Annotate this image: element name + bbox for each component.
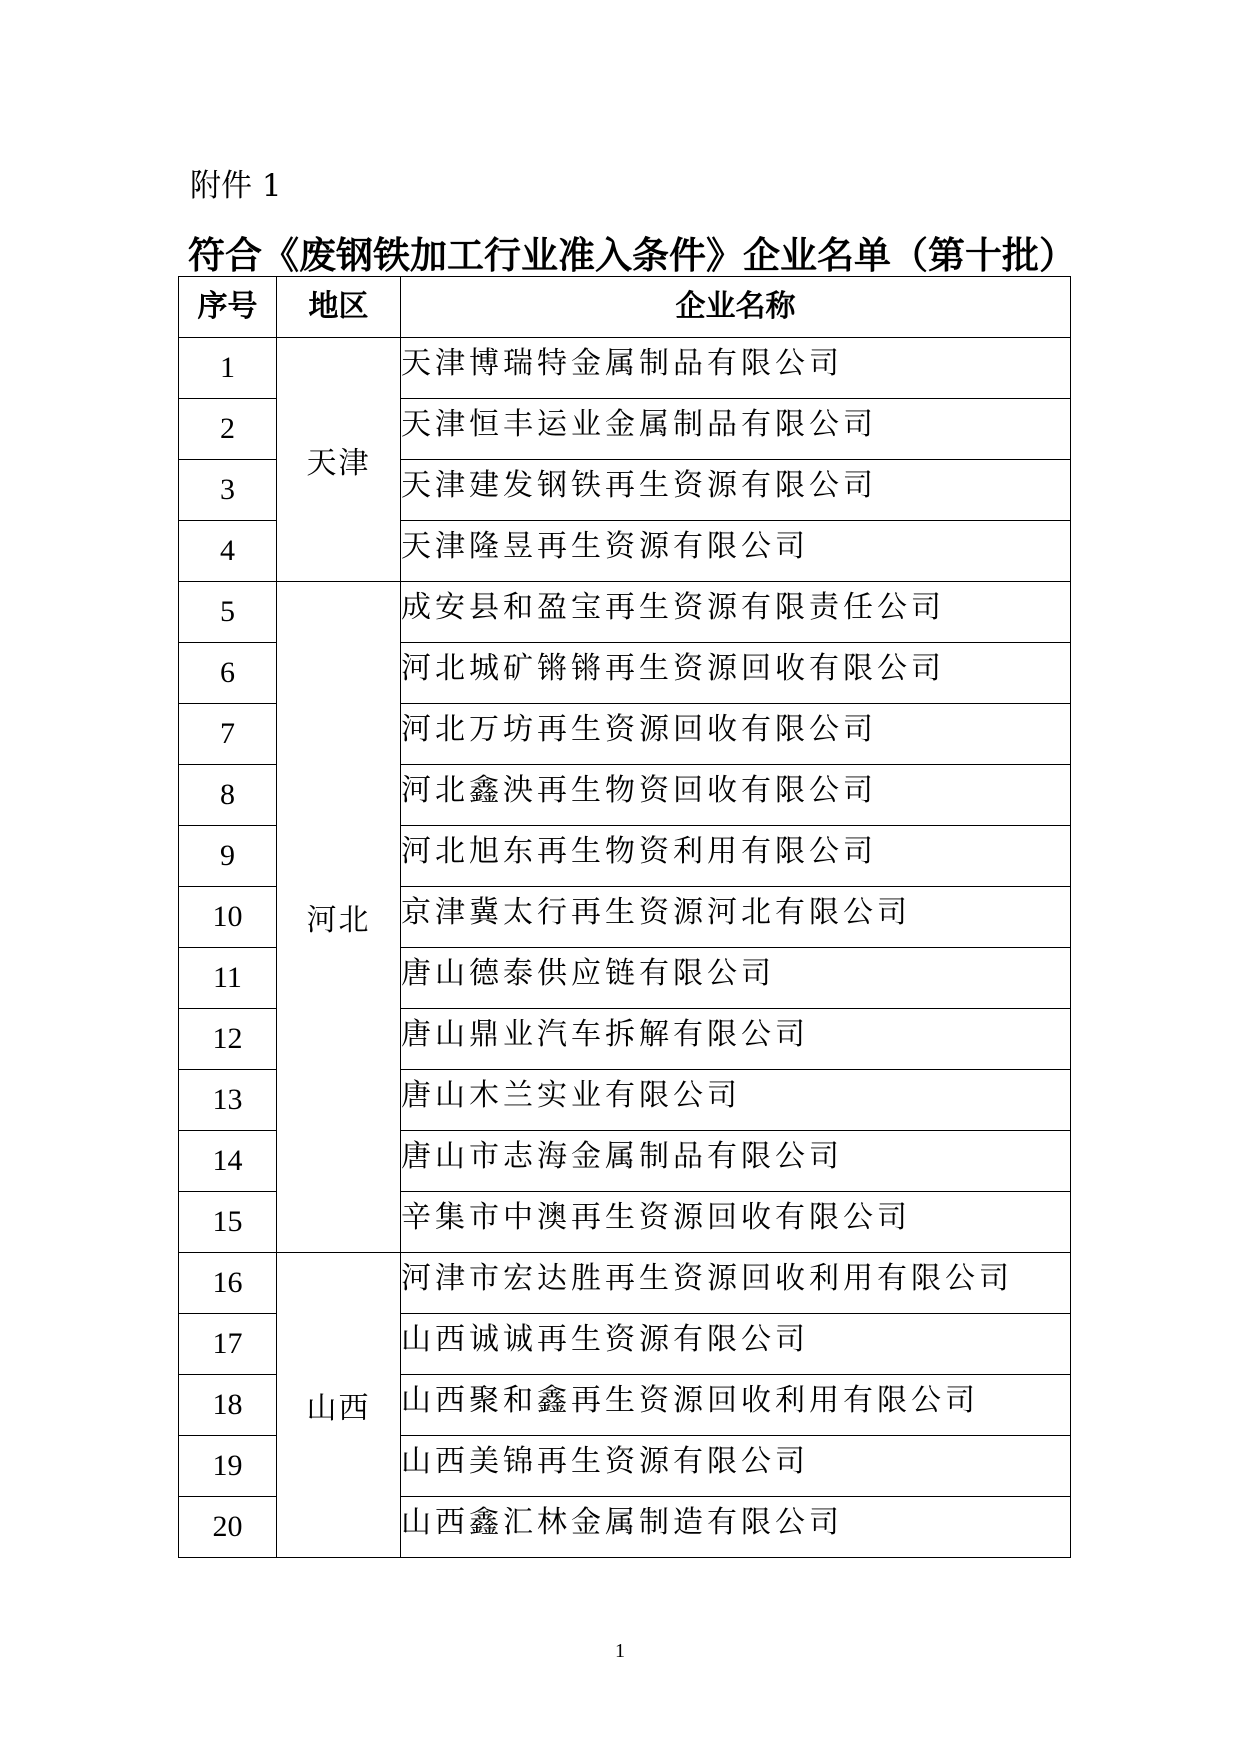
row-serial-number: 17	[179, 1314, 277, 1375]
header-region: 地区	[277, 277, 401, 338]
header-enterprise-name: 企业名称	[401, 277, 1071, 338]
row-serial-number: 2	[179, 399, 277, 460]
table-row	[179, 338, 1071, 399]
enterprise-name: 唐山鼎业汽车拆解有限公司	[401, 1009, 1071, 1070]
row-serial-number: 15	[179, 1192, 277, 1253]
row-serial-number: 7	[179, 704, 277, 765]
enterprise-name: 山西诚诚再生资源有限公司	[401, 1314, 1071, 1375]
row-serial-number: 11	[179, 948, 277, 1009]
row-serial-number: 5	[179, 582, 277, 643]
enterprise-name: 京津冀太行再生资源河北有限公司	[401, 887, 1071, 948]
enterprise-name: 辛集市中澳再生资源回收有限公司	[401, 1192, 1071, 1253]
row-serial-number: 12	[179, 1009, 277, 1070]
enterprise-name: 山西鑫汇林金属制造有限公司	[401, 1497, 1071, 1558]
row-serial-number: 6	[179, 643, 277, 704]
row-serial-number: 1	[179, 338, 277, 399]
document-title: 符合《废钢铁加工行业准入条件》企业名单（第十批）	[188, 234, 1076, 277]
row-serial-number: 9	[179, 826, 277, 887]
region-cell: 河北	[277, 582, 401, 1253]
enterprise-name: 唐山德泰供应链有限公司	[401, 948, 1071, 1009]
row-serial-number: 4	[179, 521, 277, 582]
enterprise-table	[178, 276, 1071, 1558]
page-number: 1	[615, 1640, 625, 1662]
enterprise-name: 山西美锦再生资源有限公司	[401, 1436, 1071, 1497]
region-cell: 山西	[277, 1253, 401, 1558]
row-serial-number: 13	[179, 1070, 277, 1131]
row-serial-number: 8	[179, 765, 277, 826]
enterprise-name: 河北旭东再生物资利用有限公司	[401, 826, 1071, 887]
header-serial: 序号	[179, 277, 277, 338]
row-serial-number: 20	[179, 1497, 277, 1558]
row-serial-number: 14	[179, 1131, 277, 1192]
enterprise-name: 唐山市志海金属制品有限公司	[401, 1131, 1071, 1192]
enterprise-name: 天津建发钢铁再生资源有限公司	[401, 460, 1071, 521]
row-serial-number: 18	[179, 1375, 277, 1436]
enterprise-name: 河北万坊再生资源回收有限公司	[401, 704, 1071, 765]
enterprise-name: 天津隆昱再生资源有限公司	[401, 521, 1071, 582]
row-serial-number: 10	[179, 887, 277, 948]
enterprise-name: 天津恒丰运业金属制品有限公司	[401, 399, 1071, 460]
enterprise-name: 河津市宏达胜再生资源回收利用有限公司	[401, 1253, 1071, 1314]
attachment-label: 附件 1	[190, 168, 282, 204]
table-header-row	[179, 277, 1071, 338]
table-row	[179, 582, 1071, 643]
region-cell: 天津	[277, 338, 401, 582]
enterprise-name: 河北鑫泱再生物资回收有限公司	[401, 765, 1071, 826]
row-serial-number: 19	[179, 1436, 277, 1497]
enterprise-name: 唐山木兰实业有限公司	[401, 1070, 1071, 1131]
table-row	[179, 1253, 1071, 1314]
enterprise-name: 山西聚和鑫再生资源回收利用有限公司	[401, 1375, 1071, 1436]
table-body	[179, 338, 1071, 1558]
row-serial-number: 16	[179, 1253, 277, 1314]
enterprise-name: 天津博瑞特金属制品有限公司	[401, 338, 1071, 399]
enterprise-name: 河北城矿锵锵再生资源回收有限公司	[401, 643, 1071, 704]
row-serial-number: 3	[179, 460, 277, 521]
enterprise-name: 成安县和盈宝再生资源有限责任公司	[401, 582, 1071, 643]
